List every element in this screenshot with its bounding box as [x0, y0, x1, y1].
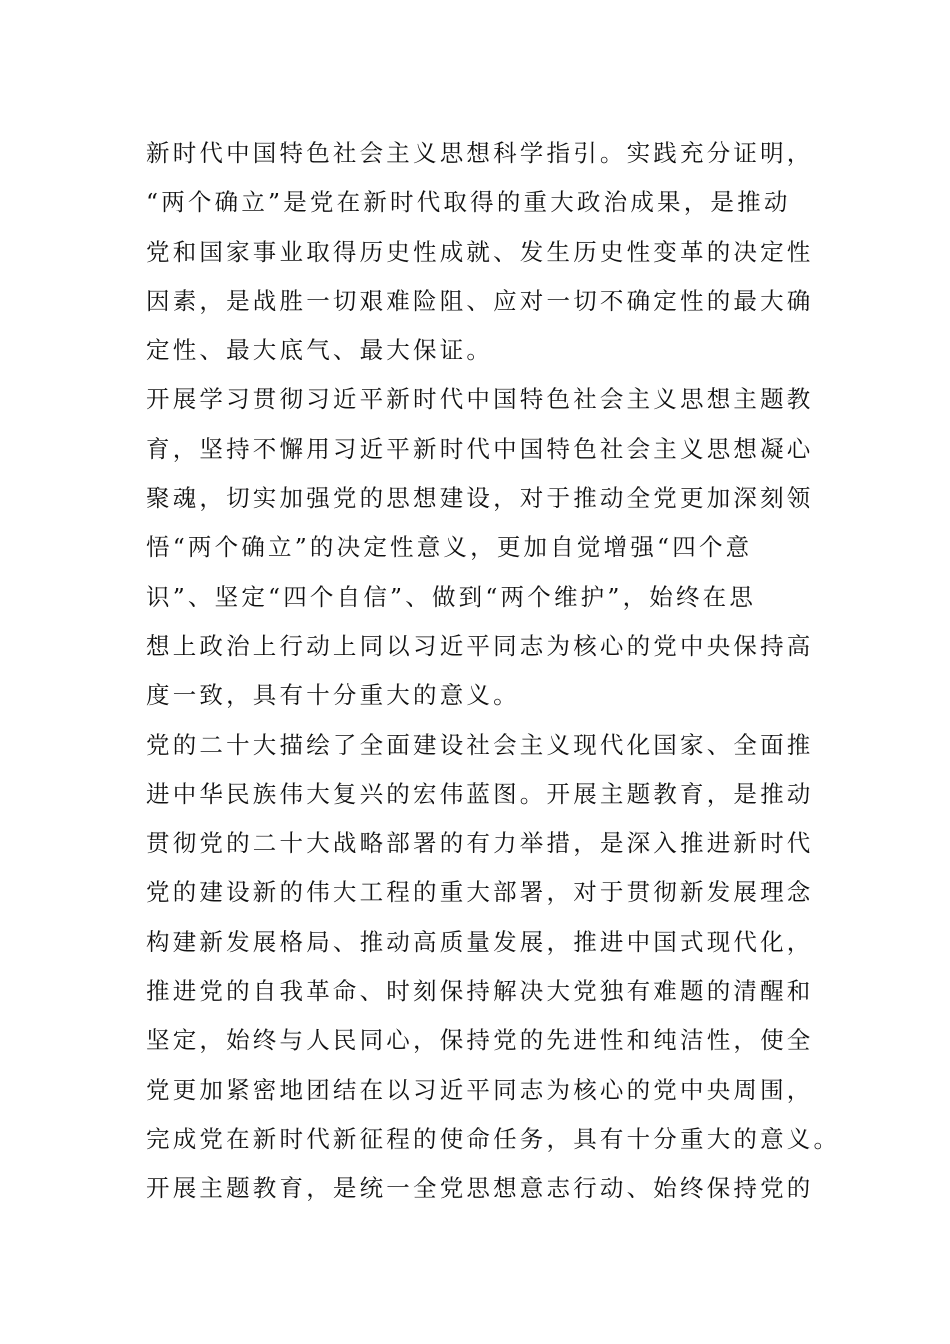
text-line: 完成党在新时代新征程的使命任务，具有十分重大的意义。: [146, 1124, 841, 1153]
text-line: 因素，是战胜一切艰难险阻、应对一切不确定性的最大确: [146, 286, 814, 315]
text-line: 想上政治上行动上同以习近平同志为核心的党中央保持高: [146, 631, 814, 660]
text-line: 构建新发展格局、推动高质量发展，推进中国式现代化，: [146, 927, 814, 956]
text-line: 开展学习贯彻习近平新时代中国特色社会主义思想主题教: [146, 385, 814, 414]
text-line: 党的建设新的伟大工程的重大部署，对于贯彻新发展理念: [146, 878, 814, 907]
document-body: [146, 129, 841, 1214]
text-line: “两个确立”是党在新时代取得的重大政治成果，是推动: [146, 188, 791, 217]
text-line: 悟“两个确立”的决定性意义，更加自觉增强“四个意: [146, 533, 753, 562]
text-line: 贯彻党的二十大战略部署的有力举措，是深入推进新时代: [146, 829, 814, 858]
text-line: 度一致，具有十分重大的意义。: [146, 681, 520, 710]
text-line: 党的二十大描绘了全面建设社会主义现代化国家、全面推: [146, 730, 814, 759]
text-line: 进中华民族伟大复兴的宏伟蓝图。开展主题教育，是推动: [146, 779, 814, 808]
text-line: 党更加紧密地团结在以习近平同志为核心的党中央周围，: [146, 1075, 814, 1104]
text-line: 育，坚持不懈用习近平新时代中国特色社会主义思想凝心: [146, 434, 814, 463]
text-line: 党和国家事业取得历史性成就、发生历史性变革的决定性: [146, 237, 814, 266]
text-line: 坚定，始终与人民同心，保持党的先进性和纯洁性，使全: [146, 1026, 814, 1055]
text-line: 推进党的自我革命、时刻保持解决大党独有难题的清醒和: [146, 977, 814, 1006]
text-line: 开展主题教育，是统一全党思想意志行动、始终保持党的: [146, 1174, 814, 1203]
text-line: 定性、最大底气、最大保证。: [146, 336, 494, 365]
text-line: 聚魂，切实加强党的思想建设，对于推动全党更加深刻领: [146, 484, 814, 513]
text-line: 识”、坚定“四个自信”、做到“两个维护”，始终在思: [146, 582, 757, 611]
text-line: 新时代中国特色社会主义思想科学指引。实践充分证明，: [146, 139, 814, 167]
